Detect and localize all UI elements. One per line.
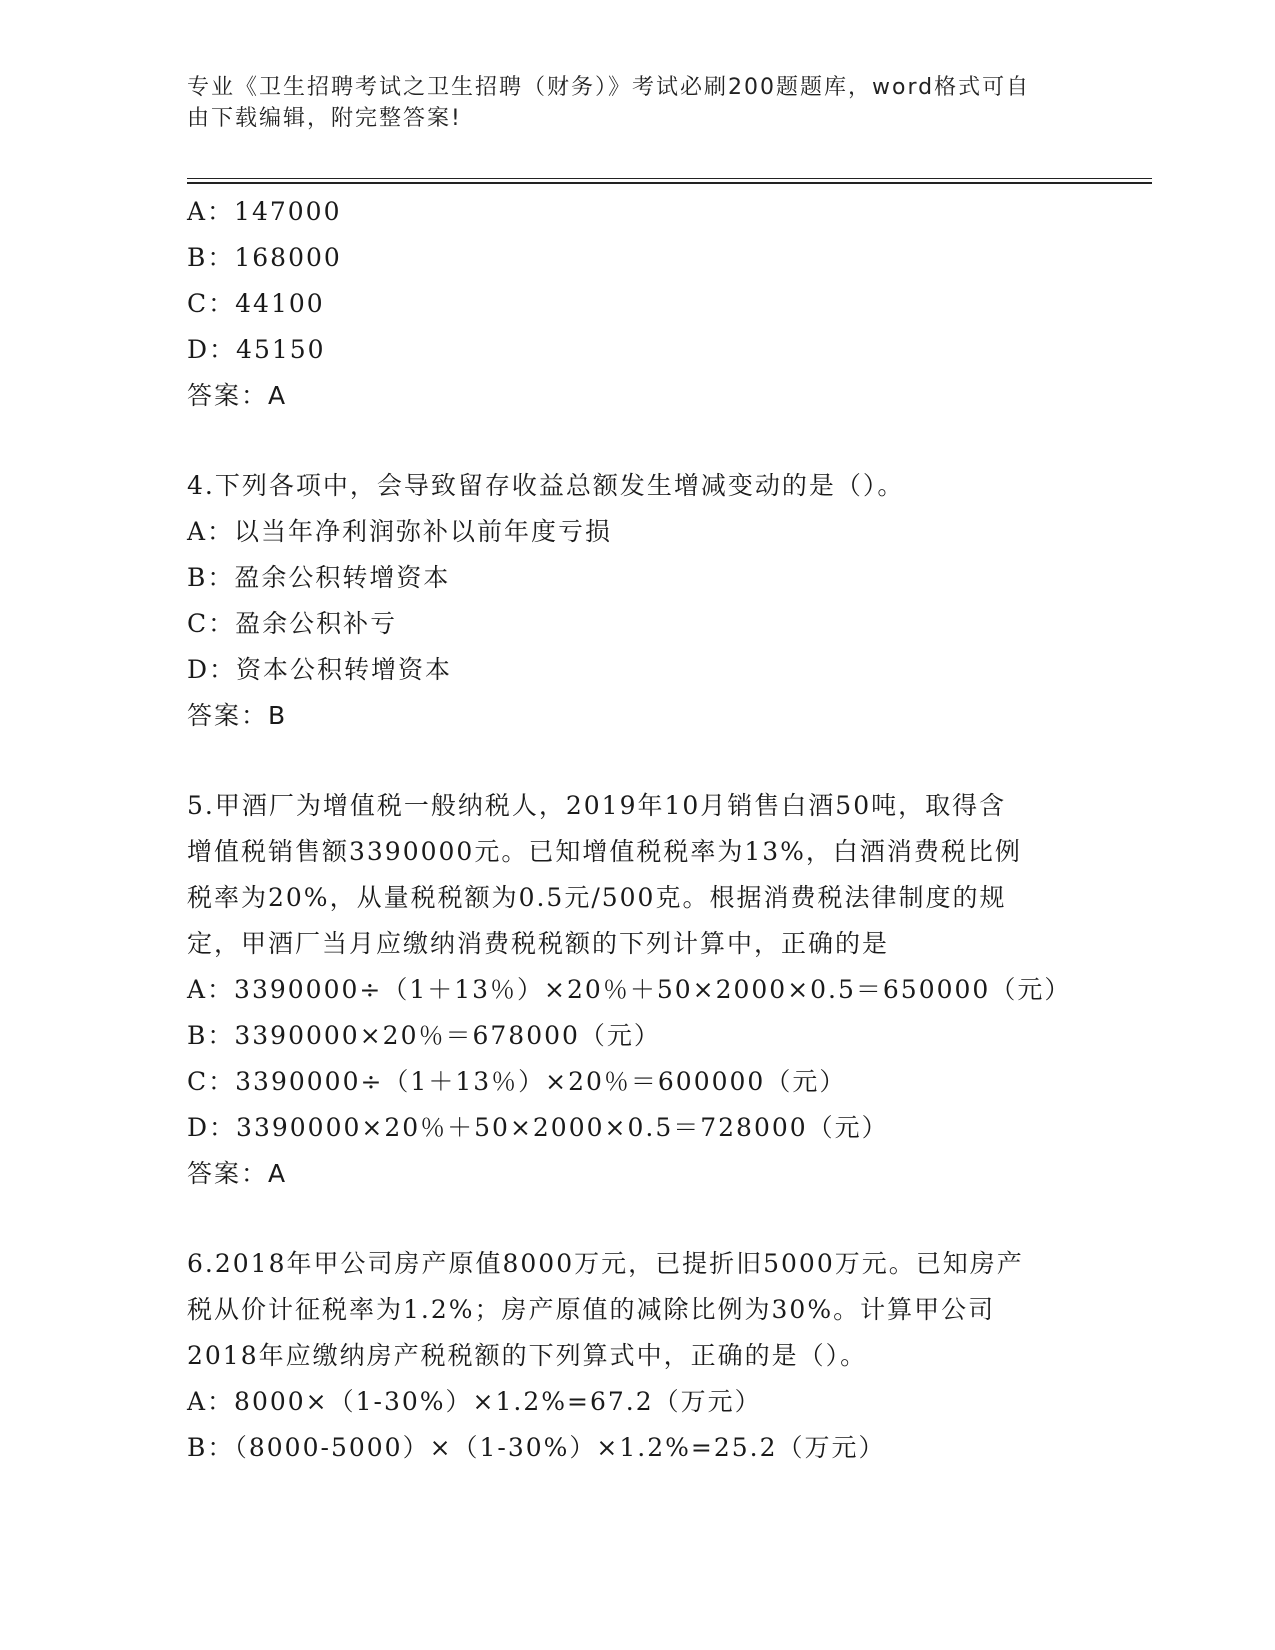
header-line-1: 专业《卫生招聘考试之卫生招聘（财务）》考试必刷200题题库，word格式可自 bbox=[187, 75, 1031, 100]
option-a: A：8000×（1-30%）×1.2%=67.2（万元） bbox=[187, 1387, 762, 1416]
question-text-line-3: 税率为20%，从量税税额为0.5元/500克。根据消费税法律制度的规 bbox=[187, 883, 1007, 912]
header-divider-thick bbox=[187, 182, 1152, 184]
question-text: 4.下列各项中，会导致留存收益总额发生增减变动的是（）。 bbox=[187, 471, 905, 500]
option-d: D：3390000×20％＋50×2000×0.5＝728000（元） bbox=[187, 1113, 889, 1142]
header-line-2: 由下载编辑，附完整答案! bbox=[187, 106, 462, 131]
header-divider-thin bbox=[187, 178, 1152, 179]
spacer bbox=[187, 419, 1087, 463]
option-c: C：3390000÷（1＋13％）×20％＝600000（元） bbox=[187, 1067, 847, 1096]
option-b: B：（8000-5000）×（1-30%）×1.2%=25.2（万元） bbox=[187, 1433, 886, 1462]
question-list bbox=[187, 189, 1087, 1471]
option-a: A：147000 bbox=[187, 197, 342, 226]
option-a: A：以当年净利润弥补以前年度亏损 bbox=[187, 517, 613, 546]
question-4 bbox=[187, 463, 1087, 739]
answer: 答案：A bbox=[187, 381, 288, 410]
spacer bbox=[187, 739, 1087, 783]
spacer bbox=[187, 1197, 1087, 1241]
question-text-line-2: 增值税销售额3390000元。已知增值税税率为13%，白酒消费税比例 bbox=[187, 837, 1022, 866]
question-6 bbox=[187, 1241, 1087, 1471]
answer: 答案：A bbox=[187, 1159, 288, 1188]
option-a: A：3390000÷（1＋13％）×20％＋50×2000×0.5＝650000（元） bbox=[187, 975, 1072, 1004]
question-text-line-4: 定，甲酒厂当月应缴纳消费税税额的下列计算中，正确的是 bbox=[187, 929, 890, 958]
option-c: C：44100 bbox=[187, 289, 325, 318]
option-b: B：3390000×20％＝678000（元） bbox=[187, 1021, 661, 1050]
option-c: C：盈余公积补亏 bbox=[187, 609, 398, 638]
option-b: B：盈余公积转增资本 bbox=[187, 563, 451, 592]
option-b: B：168000 bbox=[187, 243, 342, 272]
question-5 bbox=[187, 783, 1087, 1197]
document-header bbox=[187, 72, 1067, 134]
question-3 bbox=[187, 189, 1087, 419]
option-d: D：资本公积转增资本 bbox=[187, 655, 453, 684]
question-text-line-2: 税从价计征税率为1.2%；房产原值的减除比例为30%。计算甲公司 bbox=[187, 1295, 996, 1324]
question-text-line-1: 6.2018年甲公司房产原值8000万元，已提折旧5000万元。已知房产 bbox=[187, 1249, 1024, 1278]
option-d: D：45150 bbox=[187, 335, 326, 364]
question-text-line-3: 2018年应缴纳房产税税额的下列算式中，正确的是（）。 bbox=[187, 1341, 868, 1370]
answer: 答案：B bbox=[187, 701, 288, 730]
question-text-line-1: 5.甲酒厂为增值税一般纳税人，2019年10月销售白酒50吨，取得含 bbox=[187, 791, 1007, 820]
